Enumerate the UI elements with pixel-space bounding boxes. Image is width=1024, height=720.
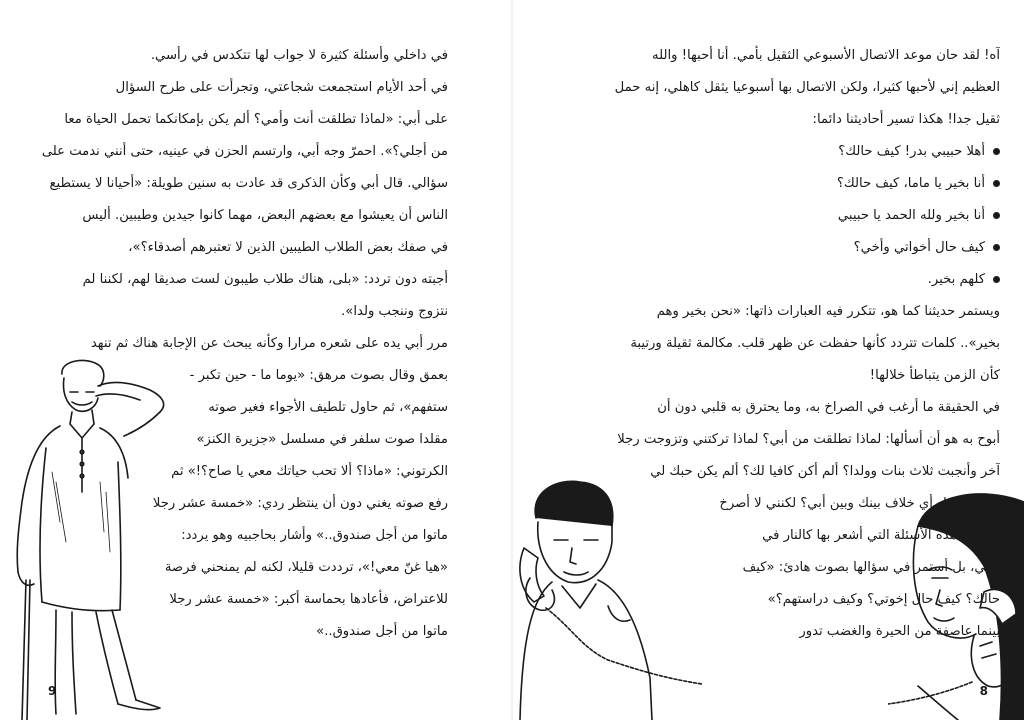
page-number: 9 xyxy=(48,684,57,698)
text-line: قلبي، بل أستمر في سؤالها بصوت هادئ: «كيف xyxy=(742,560,1000,575)
text-line: في صفك بعض الطلاب الطيبين الذين لا تعتبرهم أصدقاء؟»، xyxy=(128,240,448,255)
text-line: للاعتراض، فأعادها بحماسة أكبر: «خمسة عشر رجلا xyxy=(169,592,448,607)
bullet-icon xyxy=(993,276,1000,283)
dialogue-text: كلهم بخير. xyxy=(927,272,985,287)
text-line: ويستمر حديثنا كما هو، تتكرر فيه العبارات ذاتها: «نحن بخير وهم xyxy=(656,304,1000,319)
text-line: ماتوا من أجل صندوق..» xyxy=(316,624,448,639)
dialogue-bullet-item xyxy=(580,264,1000,296)
text-line: نتزوج وننجب ولدا». xyxy=(341,304,448,319)
text-line: الكرتوني: «ماذا؟ ألا تحب حياتك معي يا صاح؟!» ثم xyxy=(171,464,448,479)
text-line: ستفهم»، ثم حاول تلطيف الأجواء فغير صوته xyxy=(208,400,448,415)
text-line: مقلدا صوت سلفر في مسلسل «جزيرة الكنز» xyxy=(196,432,448,447)
text-line: مرر أبي يده على شعره مرارا وكأنه يبحث عن الإجابة هناك ثم تنهد xyxy=(90,336,448,351)
text-line: بأي من هذه الأسئلة التي أشعر بها كالنار في xyxy=(762,528,1000,543)
text-line: العظيم إني لأحبها كثيرا، ولكن الاتصال بها أسبوعيا يثقل كاهلي، إنه حمل xyxy=(614,80,1000,95)
text-line: ثقيل جدا! هكذا تسير أحاديثنا دائما: xyxy=(812,112,1000,127)
text-line: بعمق وقال بصوت مرهق: «يوما ما - حين تكبر - xyxy=(189,368,448,383)
bullet-icon xyxy=(993,212,1000,219)
right-page xyxy=(512,0,1024,720)
right-page-text xyxy=(580,40,1000,648)
bullet-icon xyxy=(993,180,1000,187)
text-line: آه! لقد حان موعد الاتصال الأسبوعي الثقيل بأمي. أنا أحبها! والله xyxy=(652,48,1000,63)
text-line: «هيا غنّ معي!»، ترددت قليلا، لكنه لم يمنحني فرصة xyxy=(164,560,448,575)
text-line: رفع صوته يغني دون أن ينتظر ردي: «خمسة عشر رجلا xyxy=(152,496,448,511)
dialogue-bullet-item xyxy=(580,136,1000,168)
text-line: بينما عاصفة من الحيرة والغضب تدور xyxy=(799,624,1000,639)
text-line: في داخلي وأسئلة كثيرة لا جواب لها تتكدس في رأسي. xyxy=(150,48,448,63)
bullet-icon xyxy=(993,244,1000,251)
dialogue-bullet-item xyxy=(580,168,1000,200)
dialogue-text: أنا بخير يا ماما، كيف حالك؟ xyxy=(836,176,985,191)
page-number: 8 xyxy=(979,684,988,698)
text-line: آخر وأنجبت ثلاث بنات وولدا؟ ألم أكن كافيا لك؟ ألم يكن حبك لي xyxy=(650,464,1000,479)
text-line: في الحقيقة ما أرغب في الصراخ به، وما يحترق به قلبي دون أن xyxy=(657,400,1000,415)
dialogue-text: كيف حال أخواتي وأخي؟ xyxy=(853,240,985,255)
text-line: حالك؟ كيف حال إخوتي؟ وكيف دراستهم؟» xyxy=(767,592,1000,607)
dialogue-bullet-item xyxy=(580,232,1000,264)
left-page-text xyxy=(24,40,448,648)
dialogue-text: أنا بخير ولله الحمد يا حبيبي xyxy=(837,208,985,223)
text-line: أجبته دون تردد: «بلى، هناك طلاب طيبون لست صديقا لهم، لكننا لم xyxy=(82,272,448,287)
text-line: أبوح به هو أن أسألها: لماذا تطلقت من أبي؟ لماذا تركتني وتزوجت رجلا xyxy=(617,432,1000,447)
text-line: ماتوا من أجل صندوق..» وأشار بحاجبيه وهو يردد: xyxy=(181,528,448,543)
text-line: بخير».. كلمات تتردد كأنها حفظت عن ظهر قلب. مكالمة ثقيلة ورتيبة xyxy=(630,336,1000,351)
text-line: من أجلي؟». احمرّ وجه أبي، وارتسم الحزن في عينيه، حتى أنني ندمت على xyxy=(41,144,448,159)
text-line: كافيا لتحمل أي خلاف بينك وبين أبي؟ لكنني لا أصرخ xyxy=(719,496,1000,511)
text-line: على أبي: «لماذا تطلقت أنت وأمي؟ ألم يكن بإمكانكما تحمل الحياة معا xyxy=(64,112,448,127)
text-line: الناس أن يعيشوا مع بعضهم البعض، مهما كانوا جيدين وطيبين. أليس xyxy=(82,208,448,223)
dialogue-text: أهلا حبيبي بدر! كيف حالك؟ xyxy=(838,144,985,159)
text-line: في أحد الأيام استجمعت شجاعتي، وتجرأت على طرح السؤال xyxy=(115,80,448,95)
text-line: سؤالي. قال أبي وكأن الذكرى قد عادت به سنين طويلة: «أحيانا لا يستطيع xyxy=(49,176,448,191)
dialogue-bullet-item xyxy=(580,200,1000,232)
bullet-icon xyxy=(993,148,1000,155)
text-line: كأن الزمن يتباطأ خلالها! xyxy=(869,368,1000,383)
